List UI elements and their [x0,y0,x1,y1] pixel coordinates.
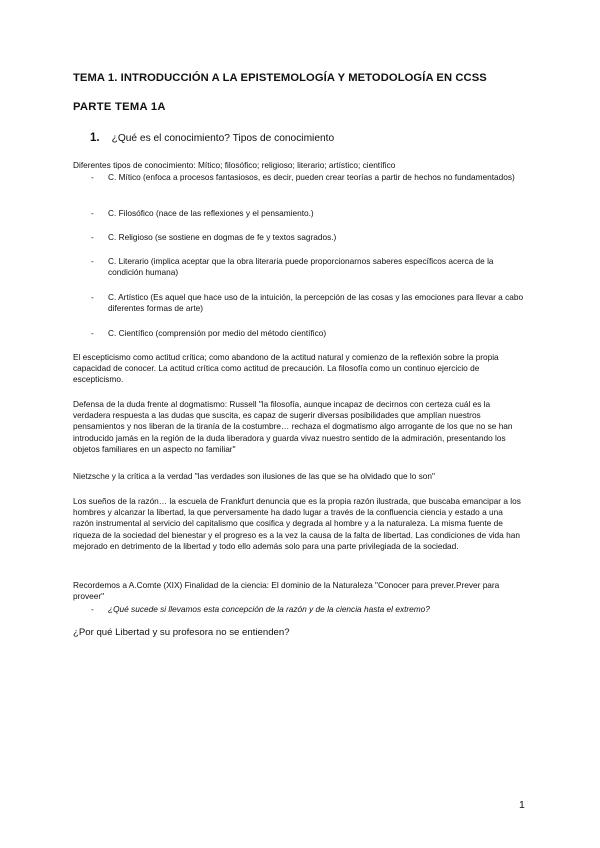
list-item-scientific: C. Científico (comprensión por medio del método científico) [108,328,327,338]
list-item-religious: C. Religioso (se sostiene en dogmas de fe y textos sagrados.) [108,232,337,242]
list-item-artistic: C. Artístico (Es aquel que hace uso de la intuición, la percepción de las cosas y las emociones para llevar a cabo diferentes formas de arte) [108,292,524,314]
paragraph-comte: Recordemos a A.Comte (XIX) Finalidad de la ciencia: El dominio de la Naturaleza "Conocer para prever.Prever para proveer" [73,580,500,602]
question-heading [90,132,334,144]
italic-question: ¿Qué sucede si llevamos esta concepción de la razón y de la ciencia hasta el extremo? [108,604,430,614]
paragraph-doubt: Defensa de la duda frente al dogmatismo: Russell "la filosofía, aunque incapaz de decirnos con certeza cuál es la verdadera respuesta a las dudas que suscita, es capaz de sugerir diversas posibilidades que amplían nuestros pensamientos y nos liberan de la tiranía de la costumbre… rechaza el dogmatismo algo arrogante de los que no se han introducido jamás en la región de la duda liberadora y guarda vivaz nuestro sentido de la admiración, presentando los objetos familiares en un aspecto no familiar" [73,399,513,454]
bullet-dash: - [91,328,94,338]
paragraph-nietzsche: Nietzsche y la crítica a la verdad "las verdades son ilusiones de las que se ha olvidado que lo son" [73,471,435,481]
question-number: 1. [90,132,100,144]
bullet-dash: - [91,256,94,266]
bullet-dash: - [91,604,94,614]
bullet-dash: - [91,232,94,242]
part-heading: PARTE TEMA 1A [73,101,166,113]
knowledge-types-intro: Diferentes tipos de conocimiento: Mítico; filosófico; religioso; literario; artístico; científico [73,160,396,170]
bullet-dash: - [91,208,94,218]
list-item-literary: C. Literario (implica aceptar que la obra literaria puede proporcionarnos saberes específicos acerca de la condición humana) [108,256,494,278]
paragraph-reason: Los sueños de la razón… la escuela de Frankfurt denuncia que es la propia razón ilustrada, que buscaba emancipar a los hombres y alcanzar la libertad, la que perversamente ha dado lugar a través de la confluencia ciencia y estado a una razón instrumental al servicio del capitalismo que cosifica y degrada al hombre y a la naturaleza. La misma fuente de riqueza de la sociedad del bienestar y el progreso es a la vez la causa de la falta de libertad. Las condiciones de vida han mejorado en detrimento de la libertad y todo ello además solo para una parte privilegiada de la sociedad. [73,496,521,551]
page-number: 1 [519,799,525,811]
bullet-dash: - [91,172,94,182]
document-title: TEMA 1. INTRODUCCIÓN A LA EPISTEMOLOGÍA Y METODOLOGÍA EN CCSS [73,72,487,84]
bullet-dash: - [91,292,94,302]
list-item-philosophical: C. Filosófico (nace de las reflexiones y el pensamiento.) [108,208,314,218]
final-question: ¿Por qué Libertad y su profesora no se entienden? [73,627,290,638]
paragraph-skepticism: El escepticismo como actitud crítica; como abandono de la actitud natural y comienzo de la reflexión sobre la propia capacidad de conocer. La actitud crítica como actitud de precaución. La filosofía como un continuo ejercicio de escepticismo. [73,352,499,385]
list-item-mythic: C. Mítico (enfoca a procesos fantasiosos, es decir, pueden crear teorías a partir de hechos no fundamentados) [108,172,515,182]
question-text: ¿Qué es el conocimiento? Tipos de conocimiento [111,133,335,144]
